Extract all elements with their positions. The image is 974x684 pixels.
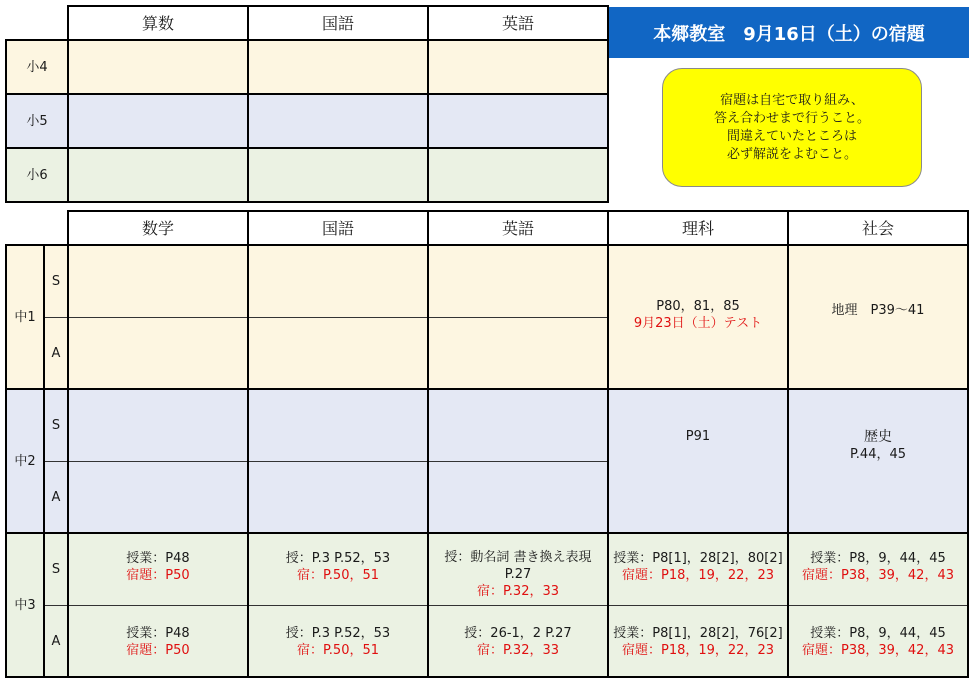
class-text: 授業：P8[1]，28[2]，80[2]	[613, 551, 783, 566]
grid-line	[967, 210, 969, 678]
grid-line	[5, 244, 969, 246]
chu3-a-japanese	[248, 620, 428, 664]
chu3-a-math	[68, 620, 248, 664]
grid-line	[427, 5, 429, 203]
homework-text: 宿：P.32，33	[476, 583, 560, 599]
class-text: 授：P.3 P.52，53	[285, 626, 391, 641]
grid-line	[43, 244, 45, 678]
class-text: 授業：P48	[126, 551, 190, 566]
page-title: 本郷教室 9月16日（土）の宿題	[609, 7, 969, 58]
grid-line	[5, 676, 969, 678]
grid-line	[44, 461, 608, 462]
header-sansu: 算数	[141, 13, 174, 33]
homework-text: 宿題：P50	[126, 643, 190, 658]
header-kokugo: 国語	[321, 218, 354, 238]
class-text: 授：P.3 P.52，53	[285, 551, 391, 566]
chu3-a-social	[788, 620, 968, 664]
chu3-s-social	[788, 545, 968, 589]
grid-line	[427, 210, 429, 678]
class-text: 授業：P8[1]，28[2]，76[2]	[613, 626, 783, 641]
grid-line	[68, 5, 609, 7]
chu1-science-cell	[608, 290, 788, 340]
grid-line	[5, 147, 609, 149]
row-sho5-bg	[6, 94, 608, 148]
homework-note: 宿題は自宅で取り組み、 答え合わせまで行うこと。 間違えていたところは 必ず解説をよむこと。	[662, 68, 922, 187]
grid-line	[5, 388, 969, 390]
row-sho6-bg	[6, 148, 608, 202]
header-rika: 理科	[681, 218, 714, 238]
chu3-s-math	[68, 545, 248, 589]
grade-label-chu1: 中1	[14, 309, 36, 325]
row-label-sho5: 小5	[26, 113, 48, 129]
grade-label-chu3: 中3	[14, 597, 36, 613]
grid-line	[787, 210, 789, 678]
class-text: 授：動名詞 書き換え表現	[444, 549, 592, 565]
grid-line	[247, 5, 249, 203]
chu3-s-japanese	[248, 545, 428, 589]
header-eigo: 英語	[501, 13, 534, 33]
header-kokugo: 国語	[321, 13, 354, 33]
class-text: P.27	[504, 566, 532, 582]
header-eigo: 英語	[501, 218, 534, 238]
class-text: 授：26-1，2 P.27	[464, 626, 572, 641]
level-label-a: A	[51, 633, 61, 649]
chu2-social-cell	[788, 424, 968, 468]
chu2-social-title: 歴史	[864, 429, 892, 445]
grid-line	[5, 39, 7, 203]
chu3-s-science	[608, 545, 788, 589]
homework-text: 宿題：P18，19，22，23	[621, 568, 774, 583]
grid-line	[68, 210, 969, 212]
header-sugaku: 数学	[141, 218, 174, 238]
grid-line	[44, 317, 608, 318]
level-label-s: S	[51, 417, 61, 433]
level-label-s: S	[51, 561, 61, 577]
class-text: 授業：P8，9，44，45	[810, 626, 946, 641]
chu1-science-pages: P80，81，85	[656, 299, 740, 314]
row-label-sho6: 小6	[26, 167, 48, 183]
grid-line	[247, 210, 249, 678]
chu3-a-english	[428, 620, 608, 664]
homework-text: 宿：P.50，51	[296, 568, 380, 583]
homework-text: 宿題：P18，19，22，23	[621, 643, 774, 658]
chu3-s-english	[428, 543, 608, 605]
grid-line	[5, 93, 609, 95]
chu2-social-pages: P.44，45	[849, 447, 907, 462]
grid-line	[5, 532, 969, 534]
homework-text: 宿題：P38，39，42，43	[801, 568, 954, 583]
level-label-a: A	[51, 489, 61, 505]
grid-line	[67, 5, 69, 203]
row-label-sho4: 小4	[26, 59, 48, 75]
grade-label-chu2: 中2	[14, 453, 36, 469]
level-label-s: S	[51, 273, 61, 289]
grid-line	[5, 244, 7, 678]
homework-text: 宿：P.50，51	[296, 643, 380, 658]
grid-line	[607, 210, 609, 678]
grid-line	[5, 39, 609, 41]
level-label-a: A	[51, 345, 61, 361]
homework-text: 宿題：P38，39，42，43	[801, 643, 954, 658]
chu1-social-cell: 地理 P39～41	[831, 302, 925, 318]
header-shakai: 社会	[861, 218, 894, 238]
grid-line	[44, 605, 968, 606]
row-sho4-bg	[6, 40, 608, 94]
class-text: 授業：P8，9，44，45	[810, 551, 946, 566]
grid-line	[5, 201, 609, 203]
chu1-science-test: 9月23日（土）テスト	[633, 316, 763, 331]
homework-text: 宿題：P50	[126, 568, 190, 583]
class-text: 授業：P48	[126, 626, 190, 641]
homework-text: 宿：P.32，33	[476, 643, 560, 658]
grid-line	[67, 210, 69, 678]
chu2-science-cell: P91	[685, 428, 711, 444]
chu3-a-science	[608, 620, 788, 664]
